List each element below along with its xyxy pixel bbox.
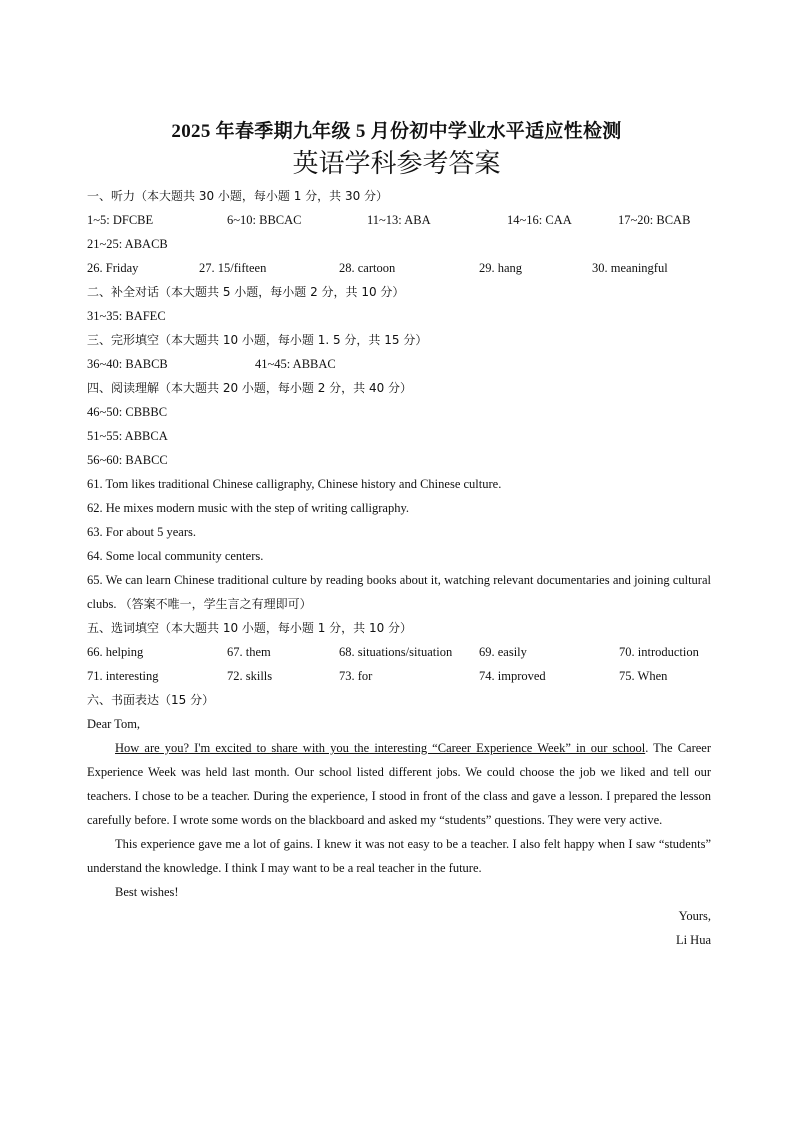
essay-paragraph-2: This experience gave me a lot of gains. I knew it was not easy to be a teacher. I also felt happy when I saw “students” understand the knowledge. I think I may want to be a real teacher in the future.	[87, 837, 711, 875]
answer-item: 69. easily	[479, 645, 527, 659]
answer-content	[87, 184, 711, 952]
answer-61: 61. Tom likes traditional Chinese calligraphy, Chinese history and Chinese culture.	[87, 477, 502, 491]
answer-65-text: 65. We can learn Chinese traditional culture by reading books about it, watching relevant documentaries and joining cultural clubs.	[87, 573, 711, 611]
section-word-fill-heading: 五、选词填空（本大题共 10 小题，每小题 1 分，共 10 分）	[87, 621, 413, 635]
answer-item: 68. situations/situation	[339, 645, 453, 659]
word-fill-row-2	[87, 664, 711, 688]
listening-row-3	[87, 256, 711, 280]
answer-item: 36~40: BABCB	[87, 357, 168, 371]
answer-item: 71. interesting	[87, 669, 159, 683]
section-dialogue-heading: 二、补全对话（本大题共 5 小题，每小题 2 分，共 10 分）	[87, 285, 405, 299]
listening-row-2: 21~25: ABACB	[87, 237, 168, 251]
essay-paragraph-1	[87, 736, 711, 832]
answer-item: 27. 15/fifteen	[199, 261, 267, 275]
cloze-answers	[87, 352, 711, 376]
answer-item: 74. improved	[479, 669, 546, 683]
reading-row-2: 51~55: ABBCA	[87, 429, 168, 443]
answer-item: 67. them	[227, 645, 271, 659]
answer-65-note: （答案不唯一，学生言之有理即可）	[119, 597, 312, 611]
listening-row-1	[87, 208, 711, 232]
answer-65	[87, 568, 711, 616]
answer-item: 70. introduction	[619, 645, 699, 659]
essay-paragraph-1-rest: . The Career Experience Week was held last month. Our school listed different jobs. We could choose the job we liked and tell our teachers. I chose to be a teacher. During the experience, I stood in front of the class and gave a lesson. I prepared the lesson carefully before. I wrote some words on the blackboard and asked my “students” questions. They were very active.	[87, 741, 712, 827]
essay-closing: Best wishes!	[115, 885, 179, 899]
answer-item: 73. for	[339, 669, 373, 683]
answer-64: 64. Some local community centers.	[87, 549, 264, 563]
essay-signoff: Yours,	[678, 909, 711, 923]
answer-item: 29. hang	[479, 261, 523, 275]
section-listening-heading: 一、听力（本大题共 30 小题，每小题 1 分，共 30 分）	[87, 189, 389, 203]
section-writing-heading: 六、书面表达（15 分）	[87, 693, 215, 707]
model-essay	[87, 712, 711, 952]
section-reading-heading: 四、阅读理解（本大题共 20 小题，每小题 2 分，共 40 分）	[87, 381, 413, 395]
reading-row-1: 46~50: CBBBC	[87, 405, 168, 419]
section-cloze-heading: 三、完形填空（本大题共 10 小题，每小题 1. 5 分，共 15 分）	[87, 333, 428, 347]
answer-item: 30. meaningful	[592, 261, 668, 275]
answer-item: 72. skills	[227, 669, 273, 683]
answer-item: 75. When	[619, 669, 668, 683]
dialogue-answers: 31~35: BAFEC	[87, 309, 166, 323]
answer-item: 14~16: CAA	[507, 213, 572, 227]
answer-item: 28. cartoon	[339, 261, 396, 275]
answer-item: 41~45: ABBAC	[255, 357, 336, 371]
answer-item: 11~13: ABA	[367, 213, 431, 227]
answer-62: 62. He mixes modern music with the step of writing calligraphy.	[87, 501, 410, 515]
word-fill-row-1	[87, 640, 711, 664]
answer-item: 26. Friday	[87, 261, 139, 275]
answer-item: 66. helping	[87, 645, 144, 659]
answer-key-title: 英语学科参考答案	[292, 149, 501, 178]
answer-item: 17~20: BCAB	[618, 213, 691, 227]
exam-title: 2025 年春季期九年级 5 月份初中学业水平适应性检测	[171, 121, 622, 142]
answer-item: 6~10: BBCAC	[227, 213, 302, 227]
essay-underlined-sentence: How are you? I'm excited to share with you the interesting “Career Experience Week” in our school	[115, 741, 646, 755]
reading-row-3: 56~60: BABCC	[87, 453, 168, 467]
essay-signature: Li Hua	[675, 933, 711, 947]
answer-item: 1~5: DFCBE	[87, 213, 154, 227]
essay-salutation: Dear Tom,	[87, 717, 141, 731]
answer-63: 63. For about 5 years.	[87, 525, 197, 539]
